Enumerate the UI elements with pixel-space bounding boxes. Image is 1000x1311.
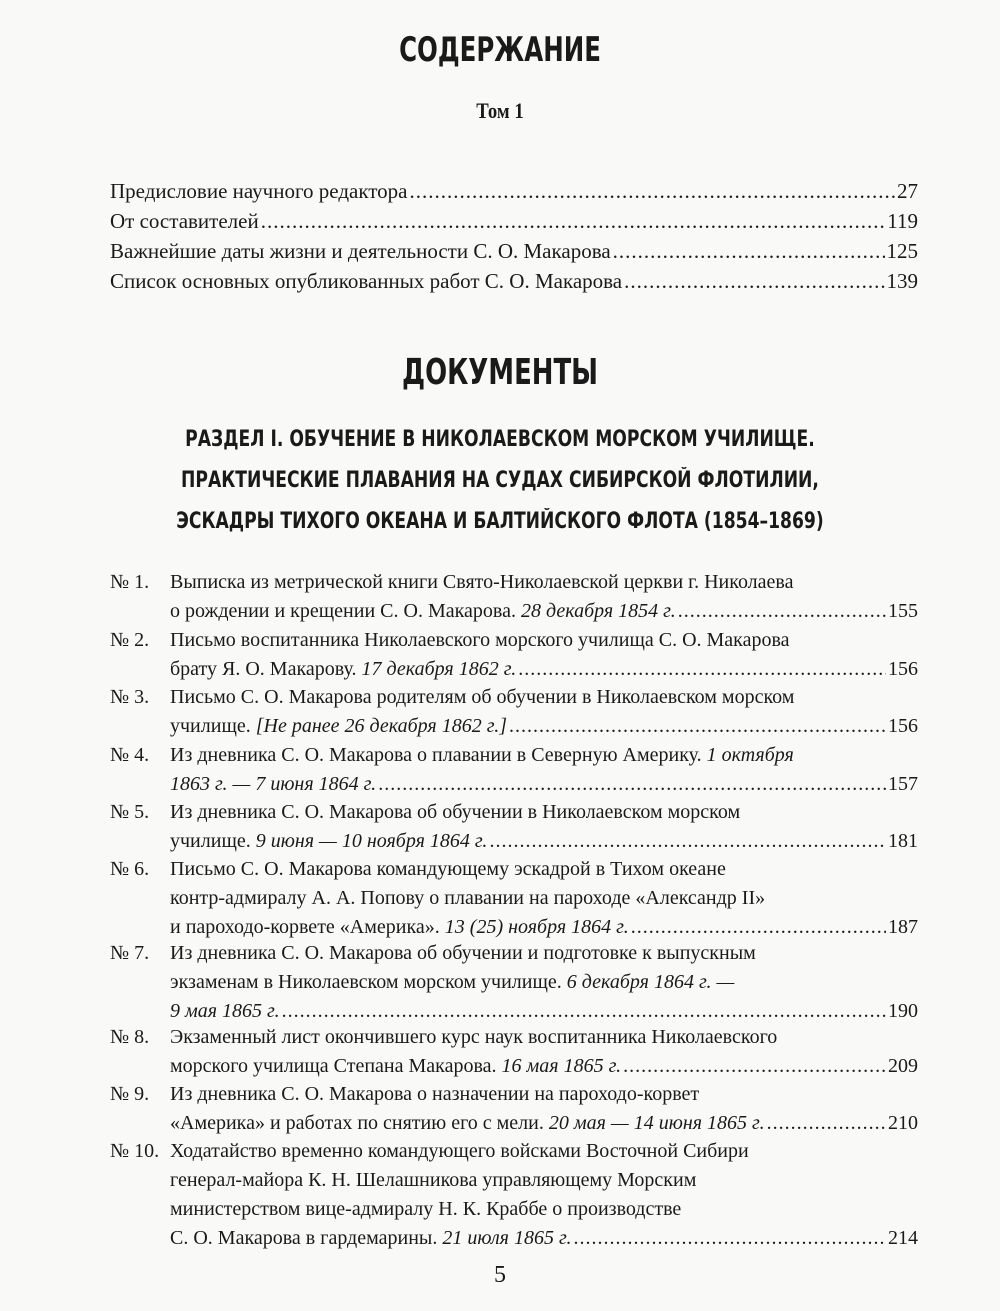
document-page: 157	[888, 773, 918, 795]
leader-dots	[282, 997, 886, 1026]
toc-entry-page: 27	[897, 179, 918, 203]
document-title-line: училище.	[170, 830, 256, 852]
section-title-line: РАЗДЕЛ I. ОБУЧЕНИЕ В НИКОЛАЕВСКОМ МОРСКОМ УЧИЛИЩЕ.	[185, 427, 815, 452]
document-page: 190	[888, 1000, 918, 1022]
document-title-line: Из дневника С. О. Макарова об обучении и подготовке к выпускным	[170, 942, 756, 964]
document-title-line: «Америка» и работах по снятию его с мели.	[170, 1112, 549, 1134]
document-page: 156	[888, 715, 918, 737]
document-date: 17 декабря 1862 г.	[361, 658, 517, 680]
document-number: № 8.	[110, 1026, 150, 1048]
toc-entry-page: 119	[887, 209, 918, 233]
document-title-line: министерством вице-адмиралу Н. К. Краббе о производстве	[170, 1198, 682, 1220]
document-date: 9 июня — 10 ноября 1864 г.	[255, 830, 488, 852]
document-title-line: контр-адмиралу А. А. Попову о плавании на пароходе «Александр II»	[170, 887, 766, 909]
document-date: 20 мая — 14 июня 1865 г.	[548, 1112, 765, 1134]
page-number: 5	[494, 1262, 506, 1288]
document-title-line: С. О. Макарова в гардемарины.	[170, 1227, 443, 1249]
document-date: 21 июля 1865 г.	[442, 1227, 572, 1249]
document-date: 9 мая 1865 г.	[170, 1000, 280, 1022]
document-entry	[110, 568, 918, 626]
document-entry	[110, 741, 918, 799]
document-entry	[110, 683, 918, 741]
document-entry	[110, 1023, 918, 1081]
section-title-line: ПРАКТИЧЕСКИЕ ПЛАВАНИЯ НА СУДАХ СИБИРСКОЙ ФЛОТИЛИИ,	[181, 468, 819, 493]
document-page: 181	[888, 830, 918, 852]
leader-dots	[489, 827, 886, 856]
documents-title: ДОКУМЕНТЫ	[401, 352, 599, 393]
document-date: 13 (25) ноября 1864 г.	[444, 916, 629, 938]
toc-entry-works	[110, 266, 918, 296]
leader-dots	[518, 655, 886, 684]
document-page: 209	[888, 1055, 918, 1077]
document-date: 1863 г. — 7 июня 1864 г.	[170, 773, 377, 795]
document-date: 28 декабря 1854 г.	[520, 600, 676, 622]
leader-dots	[613, 236, 885, 266]
leader-dots	[574, 1224, 886, 1253]
document-title-line: морского училища Степана Макарова.	[170, 1055, 502, 1077]
document-title-line: и пароходо-корвете «Америка».	[170, 916, 445, 938]
document-number: № 10.	[110, 1140, 160, 1162]
document-title-line: о рождении и крещении С. О. Макарова.	[170, 600, 521, 622]
document-title-line: Письмо С. О. Макарова командующему эскадрой в Тихом океане	[170, 858, 726, 880]
document-title-line: Из дневника С. О. Макарова о назначении на пароходо-корвет	[170, 1083, 700, 1105]
toc-entry-title: Список основных опубликованных работ С. О. Макарова	[110, 269, 623, 293]
document-date: 6 декабря 1864 г. —	[566, 971, 735, 993]
toc-entry-title: Важнейшие даты жизни и деятельности С. О. Макарова	[110, 239, 611, 263]
document-page: 210	[888, 1112, 918, 1134]
document-title-line: Выписка из метрической книги Свято-Николаевской церкви г. Николаева	[170, 571, 794, 593]
document-page: 156	[888, 658, 918, 680]
document-title-line: экзаменам в Николаевском морском училище.	[170, 971, 567, 993]
document-title-line: училище.	[170, 715, 256, 737]
leader-dots	[509, 712, 886, 741]
document-number: № 2.	[110, 629, 150, 651]
toc-entry-title: Предисловие научного редактора	[110, 179, 408, 203]
document-number: № 4.	[110, 744, 150, 766]
page-title: СОДЕРЖАНИЕ	[399, 30, 601, 70]
toc-entry-compilers	[110, 206, 918, 236]
toc-entry-dates	[110, 236, 918, 266]
document-title-line: Экзаменный лист окончившего курс наук воспитанника Николаевского	[170, 1026, 778, 1048]
document-number: № 7.	[110, 942, 150, 964]
leader-dots	[410, 176, 896, 206]
document-title-line: брату Я. О. Макарову.	[170, 658, 362, 680]
leader-dots	[631, 913, 886, 942]
toc-entry-title: От составителей	[110, 209, 259, 233]
document-page: 214	[888, 1227, 918, 1249]
document-date: [Не ранее 26 декабря 1862 г.]	[255, 715, 508, 737]
toc-entry-preface	[110, 176, 918, 206]
section-title-line: ЭСКАДРЫ ТИХОГО ОКЕАНА И БАЛТИЙСКОГО ФЛОТА (1854–1869)	[176, 509, 824, 534]
document-page: 155	[888, 600, 918, 622]
document-number: № 3.	[110, 686, 150, 708]
leader-dots	[378, 770, 886, 799]
document-entry	[110, 1080, 918, 1138]
document-title-line: Ходатайство временно командующего войсками Восточной Сибири	[170, 1140, 749, 1162]
leader-dots	[261, 206, 886, 236]
document-date: 16 мая 1865 г.	[501, 1055, 622, 1077]
document-number: № 6.	[110, 858, 150, 880]
document-date: 1 октября	[706, 744, 794, 766]
document-number: № 1.	[110, 571, 150, 593]
document-entry	[110, 939, 918, 1026]
leader-dots	[624, 266, 884, 296]
document-entry	[110, 798, 918, 856]
document-page: 187	[888, 916, 918, 938]
document-number: № 9.	[110, 1083, 150, 1105]
leader-dots	[678, 597, 886, 626]
document-title-line: Из дневника С. О. Макарова о плавании в Северную Америку.	[170, 744, 707, 766]
document-title-line: генерал-майора К. Н. Шелашникова управляющему Морским	[170, 1169, 697, 1191]
document-title-line: Письмо С. О. Макарова родителям об обучении в Николаевском морском	[170, 686, 795, 708]
document-entry	[110, 1137, 918, 1253]
volume-title: Том 1	[476, 98, 524, 123]
leader-dots	[623, 1052, 886, 1081]
document-entry	[110, 855, 918, 942]
leader-dots	[767, 1109, 886, 1138]
toc-entry-page: 139	[886, 269, 918, 293]
toc-entry-page: 125	[886, 239, 918, 263]
document-title-line: Из дневника С. О. Макарова об обучении в Николаевском морском	[170, 801, 741, 823]
document-title-line: Письмо воспитанника Николаевского морского училища С. О. Макарова	[170, 629, 790, 651]
document-number: № 5.	[110, 801, 150, 823]
document-entry	[110, 626, 918, 684]
